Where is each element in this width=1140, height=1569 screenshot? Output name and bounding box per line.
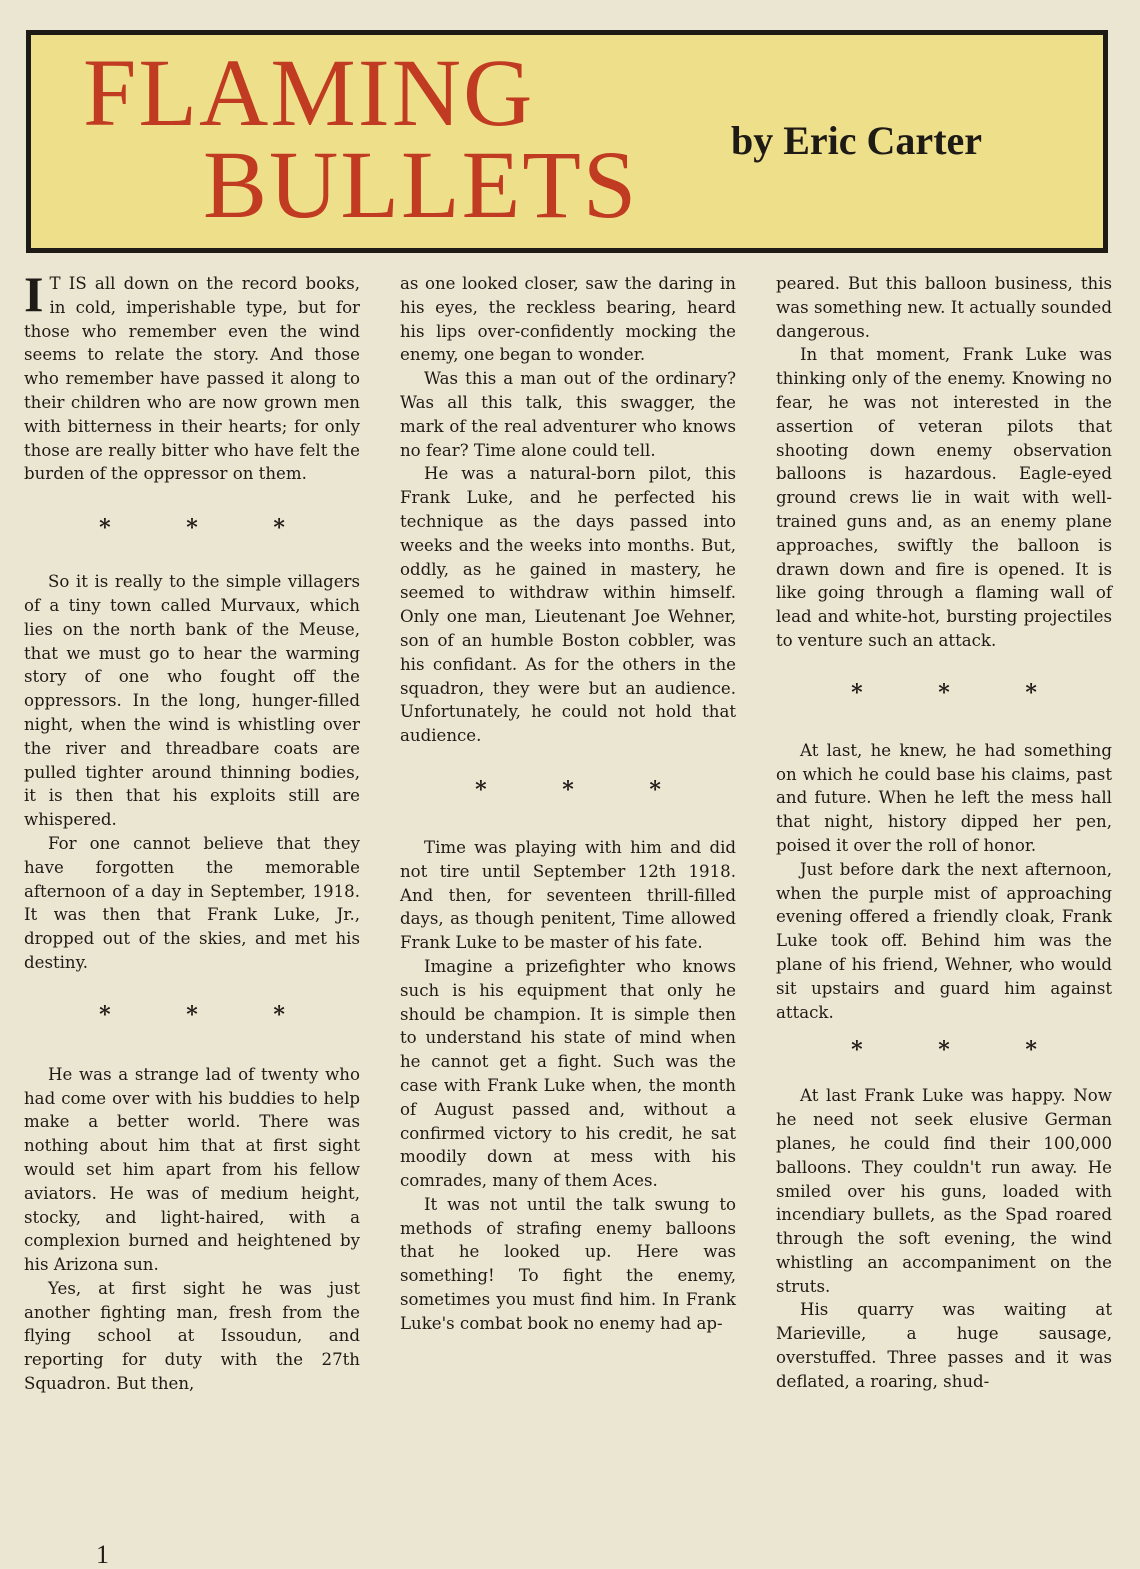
paragraph: In that moment, Frank Luke was thinking only of the enemy. Knowing no fear, he was not interested in the assertion of veteran pilots that shooting down enemy observation balloons is hazardous. Eagle-eyed ground crews lie in wait with well-trained guns and, as an enemy plane approaches, swiftly the balloon is drawn down and fire is opened. It is like going through a flaming wall of lead and white-hot, bursting projectiles to venture such an attack. xyxy=(776,345,1112,650)
paragraph: Imagine a prizefighter who knows such is his equipment that only he should be champion. It is simple then to understand his state of mind when he cannot get a fight. Such was the case with Frank Luke when, the month of August passed and, without a confirmed victory to his credit, he sat moodily down at mess with his comrades, many of them Aces. xyxy=(400,956,736,1191)
author-byline: by Eric Carter xyxy=(731,118,983,163)
drop-cap: I xyxy=(24,266,44,322)
paragraph: His quarry was waiting at Marieville, a huge sausage, overstuffed. Three passes and it was deflated, a roaring, shud- xyxy=(776,1300,1112,1391)
page-number: 1 xyxy=(96,1540,109,1569)
section-separator: * * * xyxy=(851,1037,1071,1064)
paragraph: Just before dark the next afternoon, when the purple mist of approaching evening offered a friendly cloak, Frank Luke took off. Behind him was the plane of his friend, Wehner, who would sit upstairs and guard him against attack. xyxy=(776,859,1112,1022)
section-separator: * * * xyxy=(475,776,695,803)
story-title-line-1: FLAMING xyxy=(83,39,535,146)
text-column-2 xyxy=(400,272,736,1336)
paragraph: So it is really to the simple villagers of a tiny town called Murvaux, which lies on the north bank of the Meuse, that we must go to hear the warming story of one who fought off the oppressors. In the long, hunger-filled night, when the wind is whistling over the river and threadbare coats are pulled tighter around thinning bodies, it is then that his exploits still are whispered. xyxy=(24,572,360,830)
section-separator: * * * xyxy=(99,515,319,542)
text-column-3 xyxy=(776,272,1112,1394)
paragraph: He was a natural-born pilot, this Frank Luke, and he perfected his technique as the days passed into weeks and the weeks into months. But, oddly, as he gained in mastery, he seemed to withdraw within himself. Only one man, Lieutenant Joe Wehner, son of an humble Boston cobbler, was his confidant. As for the others in the squadron, they were but an audience. Unfortunately, he could not hold that audience. xyxy=(400,464,736,746)
paragraph: It was not until the talk swung to methods of strafing enemy balloons that he looked up. Here was something! To fight the enemy, sometimes you must find him. In Frank Luke's combat book no enemy had ap- xyxy=(400,1194,736,1333)
paragraph: Was this a man out of the ordinary? Was all this talk, this swagger, the mark of the real adventurer who knows no fear? Time alone could tell. xyxy=(400,369,736,460)
paragraph: At last Frank Luke was happy. Now he need not seek elusive German planes, he could find their 100,000 balloons. They couldn't run away. He smiled over his guns, loaded with incendiary bullets, as the Spad roared through the soft evening, the wind whistling an accompaniment on the struts. xyxy=(776,1086,1112,1296)
paragraph: Yes, at first sight he was just another fighting man, fresh from the flying school at Issoudun, and reporting for duty with the 27th Squadron. But then, xyxy=(24,1278,360,1394)
section-separator: * * * xyxy=(851,679,1071,706)
paragraph: peared. But this balloon business, this was something new. It actually sounded dangerous. xyxy=(776,274,1112,341)
section-separator: * * * xyxy=(99,1001,319,1028)
paragraph: At last, he knew, he had something on which he could base his claims, past and future. When he left the mess hall that night, history dipped her pen, poised it over the roll of honor. xyxy=(776,740,1112,855)
paragraph-text: T IS all down on the record books, in cold, imperishable type, but for those who remember even the wind seems to relate the story. And those who remember have passed it along to their children who are now grown men with bitterness in their hearts; for only those are really bitter who have felt the burden of the oppressor on them. xyxy=(24,274,360,484)
paragraph: Time was playing with him and did not tire until September 12th 1918. And then, for seventeen thrill-filled days, as though penitent, Time allowed Frank Luke to be master of his fate. xyxy=(400,837,736,953)
paragraph: He was a strange lad of twenty who had come over with his buddies to help make a better world. There was nothing about him that at first sight would set him apart from his fellow aviators. He was of medium height, stocky, and light-haired, with a complexion burned and heightened by his Arizona sun. xyxy=(24,1064,360,1275)
title-banner xyxy=(26,30,1108,253)
story-title-line-2: BULLETS xyxy=(203,131,639,238)
paragraph: For one cannot believe that they have forgotten the memorable afternoon of a day in September, 1918. It was then that Frank Luke, Jr., dropped out of the skies, and met his destiny. xyxy=(24,833,360,972)
text-column-1 xyxy=(24,266,360,1396)
paragraph xyxy=(24,266,360,486)
paragraph: as one looked closer, saw the daring in his eyes, the reckless bearing, heard his lips over-confidently mocking the enemy, one began to wonder. xyxy=(400,274,736,365)
